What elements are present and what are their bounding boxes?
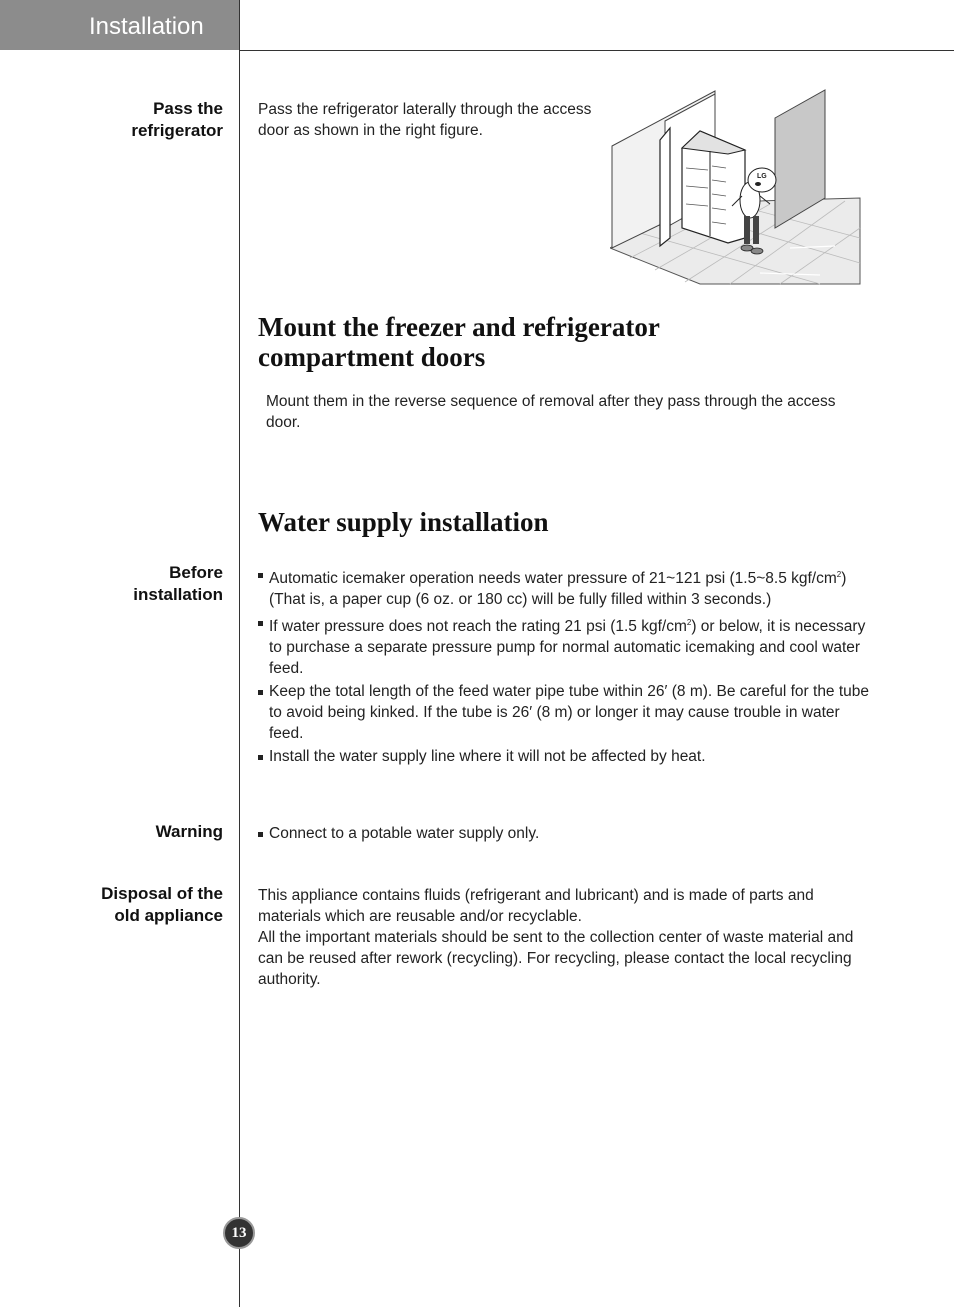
before-installation-label [133,562,223,606]
warning-bullets [258,823,878,846]
water-bullet-3: Keep the total length of the feed water pipe tube within 26′ (8 m). Be careful for the tube to avoid being kinked. If the tube is 26′ (8 m) or longer it may cause trouble in water feed. [258,681,878,744]
disposal-label [101,883,223,927]
pass-text: Pass the refrigerator laterally through the access door as shown in the right figure. [258,101,592,139]
water-bullet-1: Automatic icemaker operation needs water pressure of 21~121 psi (1.5~8.5 kgf/$cm^2$) (That is, a paper cup (6 oz. or 180 cc) will be fully filled within 3 seconds.) [258,564,878,610]
page-number: 13 [223,1217,255,1249]
disposal-paragraph-1: This appliance contains fluids (refrigerant and lubricant) and is made of parts and materials which are reusable and/or recyclable. [258,887,814,925]
header-rule [239,50,954,51]
water-bullet-2: If water pressure does not reach the rating 21 psi (1.5 kgf/$cm^2$) or below, it is necessary to purchase a separate pressure pump for normal automatic icemaking and cool water feed. [258,612,878,679]
mascot-logo: LG [757,173,767,180]
water-bullet-4: Install the water supply line where it will not be affected by heat. [258,746,878,767]
disposal-text [258,885,873,990]
mount-heading-line2: compartment doors [258,342,486,372]
water-heading: Water supply installation [258,507,549,537]
column-divider [239,0,240,1307]
mount-heading [258,312,660,372]
mount-text: Mount them in the reverse sequence of removal after they pass through the access door. [266,393,836,431]
pass-label-line1: Pass the [153,99,223,118]
refrigerator-illustration [610,88,864,288]
pass-label [131,98,223,142]
access-door-figure [610,88,864,288]
mount-heading-line1: Mount the freezer and refrigerator [258,312,660,342]
section-title: Installation [89,13,204,40]
disposal-paragraph-2: All the important materials should be sent to the collection center of waste material and can be reused after rework (recycling). For recycling, please contact the local recycling authority. [258,929,854,988]
pass-label-line2: refrigerator [131,121,223,140]
before-label-line1: Before [169,563,223,582]
warning-bullet-1: Connect to a potable water supply only. [258,823,878,844]
before-label-line2: installation [133,585,223,604]
disposal-label-line1: Disposal of the [101,884,223,903]
warning-label: Warning [155,822,223,841]
disposal-label-line2: old appliance [114,906,223,925]
water-bullets [258,564,878,769]
